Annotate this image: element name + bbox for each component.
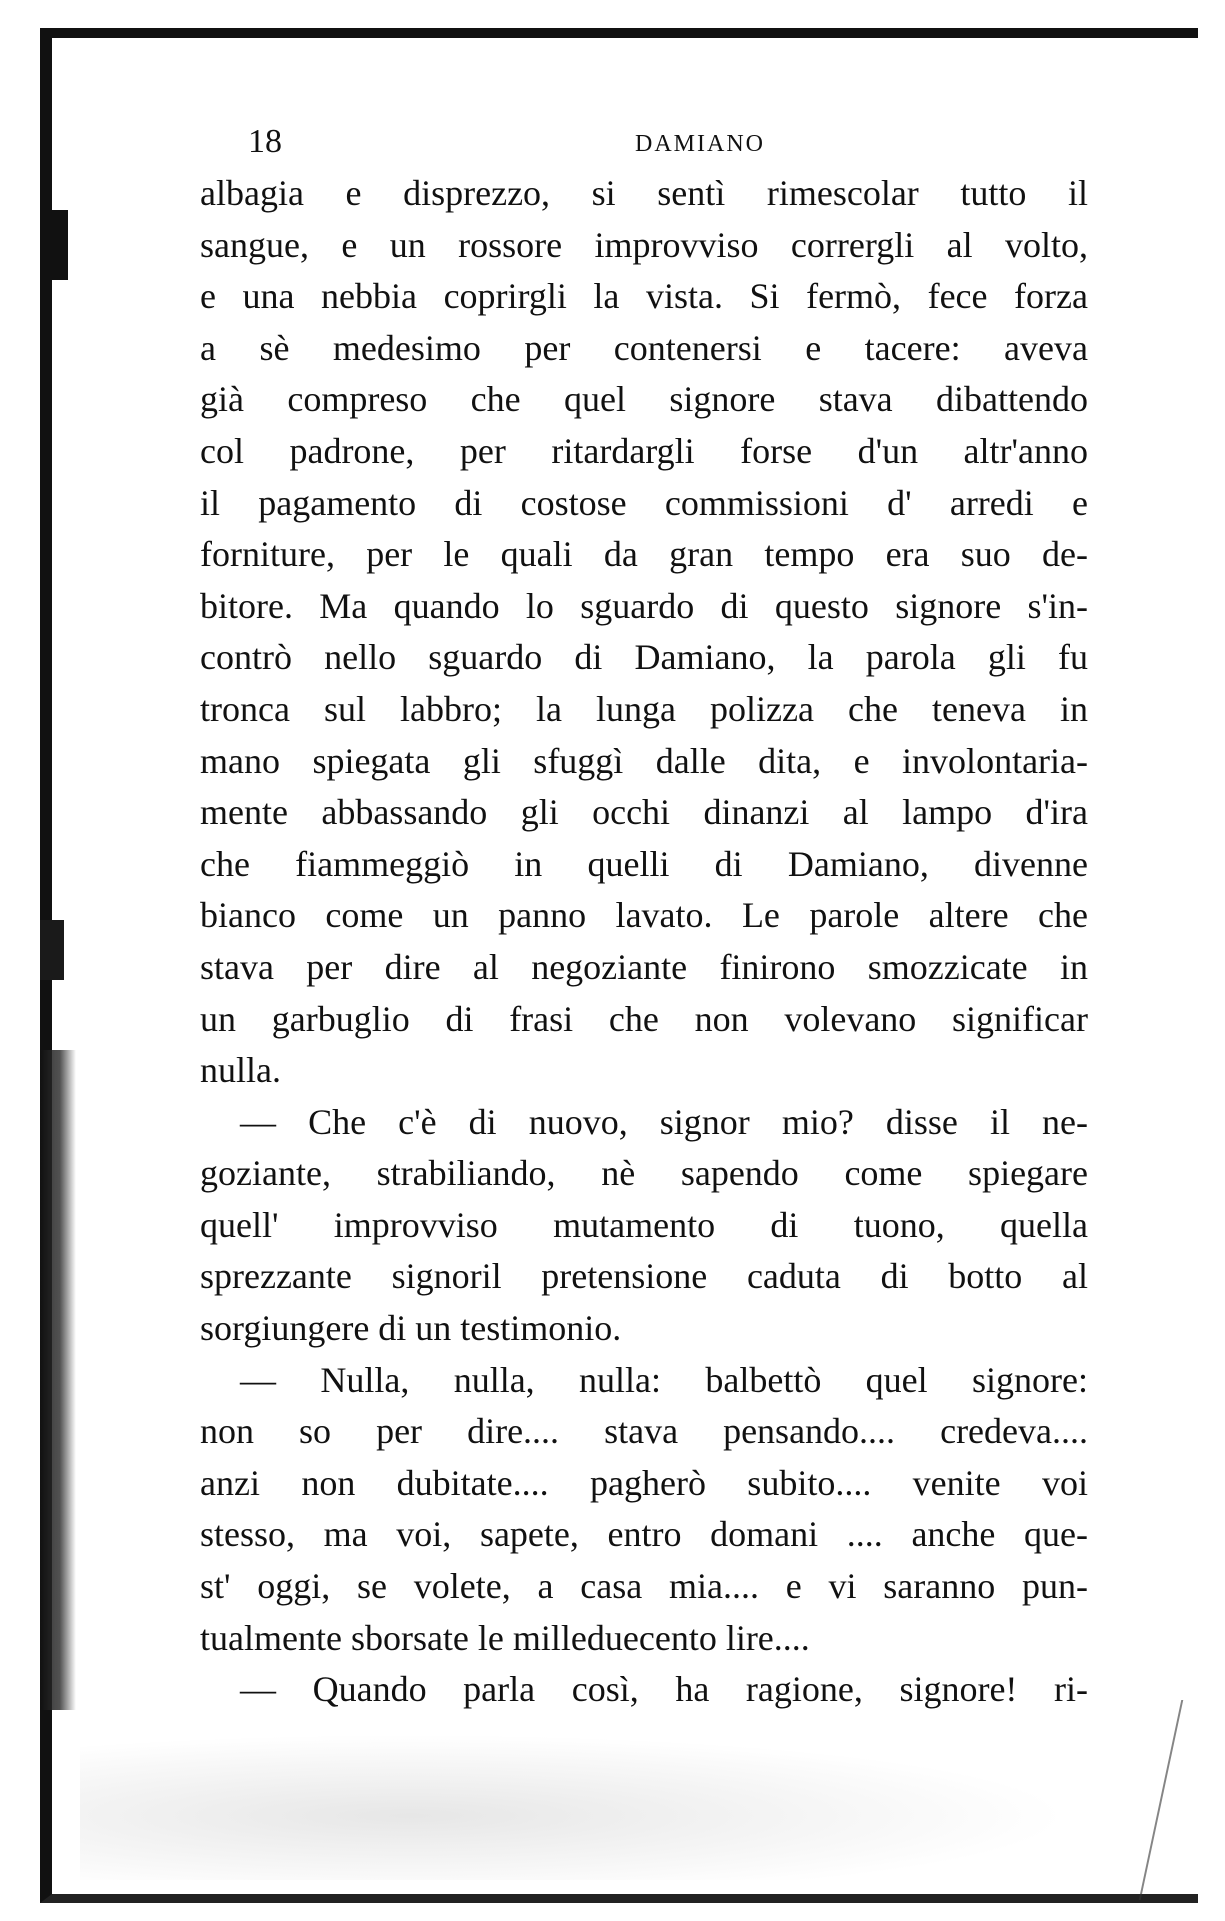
running-title: DAMIANO	[635, 131, 765, 157]
text-line: st' oggi, se volete, a casa mia.... e vi saranno pun-	[200, 1566, 1088, 1607]
text-line: stesso, ma voi, sapete, entro domani .... anche que-	[200, 1514, 1088, 1555]
text-line: nulla.	[200, 1050, 281, 1091]
page-header	[200, 122, 1100, 162]
text-line: goziante, strabiliando, nè sapendo come spiegare	[200, 1153, 1088, 1194]
text-line: che fiammeggiò in quelli di Damiano, divenne	[200, 843, 1088, 884]
binding-shadow	[40, 1050, 76, 1710]
body-text	[200, 168, 1088, 1716]
text-line: — Che c'è di nuovo, signor mio? disse il ne-	[240, 1101, 1088, 1142]
binding-shadow	[40, 920, 64, 980]
text-line: non so per dire.... stava pensando.... credeva....	[200, 1411, 1088, 1452]
text-line: stava per dire al negoziante finirono smozzicate in	[200, 946, 1088, 987]
text-line: sorgiungere di un testimonio.	[200, 1308, 622, 1349]
text-line: mente abbassando gli occhi dinanzi al lampo d'ira	[200, 792, 1088, 833]
text-line: quell' improvviso mutamento di tuono, quella	[200, 1204, 1088, 1245]
page-number: 18	[248, 123, 282, 160]
text-line: già compreso che quel signore stava dibattendo	[200, 379, 1088, 420]
text-line: il pagamento di costose commissioni d' arredi e	[200, 482, 1088, 523]
text-line: bitore. Ma quando lo sguardo di questo signore s'in-	[200, 585, 1088, 626]
text-line: contrò nello sguardo di Damiano, la parola gli fu	[200, 637, 1088, 678]
text-line: un garbuglio di frasi che non volevano significar	[200, 998, 1088, 1039]
text-line: — Quando parla così, ha ragione, signore! ri-	[240, 1669, 1088, 1710]
text-line: bianco come un panno lavato. Le parole altere che	[200, 895, 1088, 936]
text-line: mano spiegata gli sfuggì dalle dita, e involontaria-	[200, 740, 1088, 781]
text-line: e una nebbia coprirgli la vista. Si fermò, fece forza	[200, 276, 1088, 317]
text-line: col padrone, per ritardargli forse d'un altr'anno	[200, 430, 1088, 471]
binding-shadow	[40, 210, 68, 280]
text-line: sprezzante signoril pretensione caduta di botto al	[200, 1256, 1088, 1297]
text-line: forniture, per le quali da gran tempo era suo de-	[200, 534, 1088, 575]
text-line: — Nulla, nulla, nulla: balbettò quel signore:	[240, 1359, 1088, 1400]
paper-stain	[80, 1720, 1180, 1880]
text-line: tronca sul labbro; la lunga polizza che teneva in	[200, 688, 1088, 729]
text-line: a sè medesimo per contenersi e tacere: aveva	[200, 327, 1088, 368]
text-line: albagia e disprezzo, si sentì rimescolar tutto il	[200, 173, 1088, 213]
text-line: tualmente sborsate le milleduecento lire....	[200, 1617, 810, 1658]
text-line: anzi non dubitate.... pagherò subito.... venite voi	[200, 1462, 1088, 1503]
text-line: sangue, e un rossore improvviso corrergli al volto,	[200, 224, 1088, 265]
